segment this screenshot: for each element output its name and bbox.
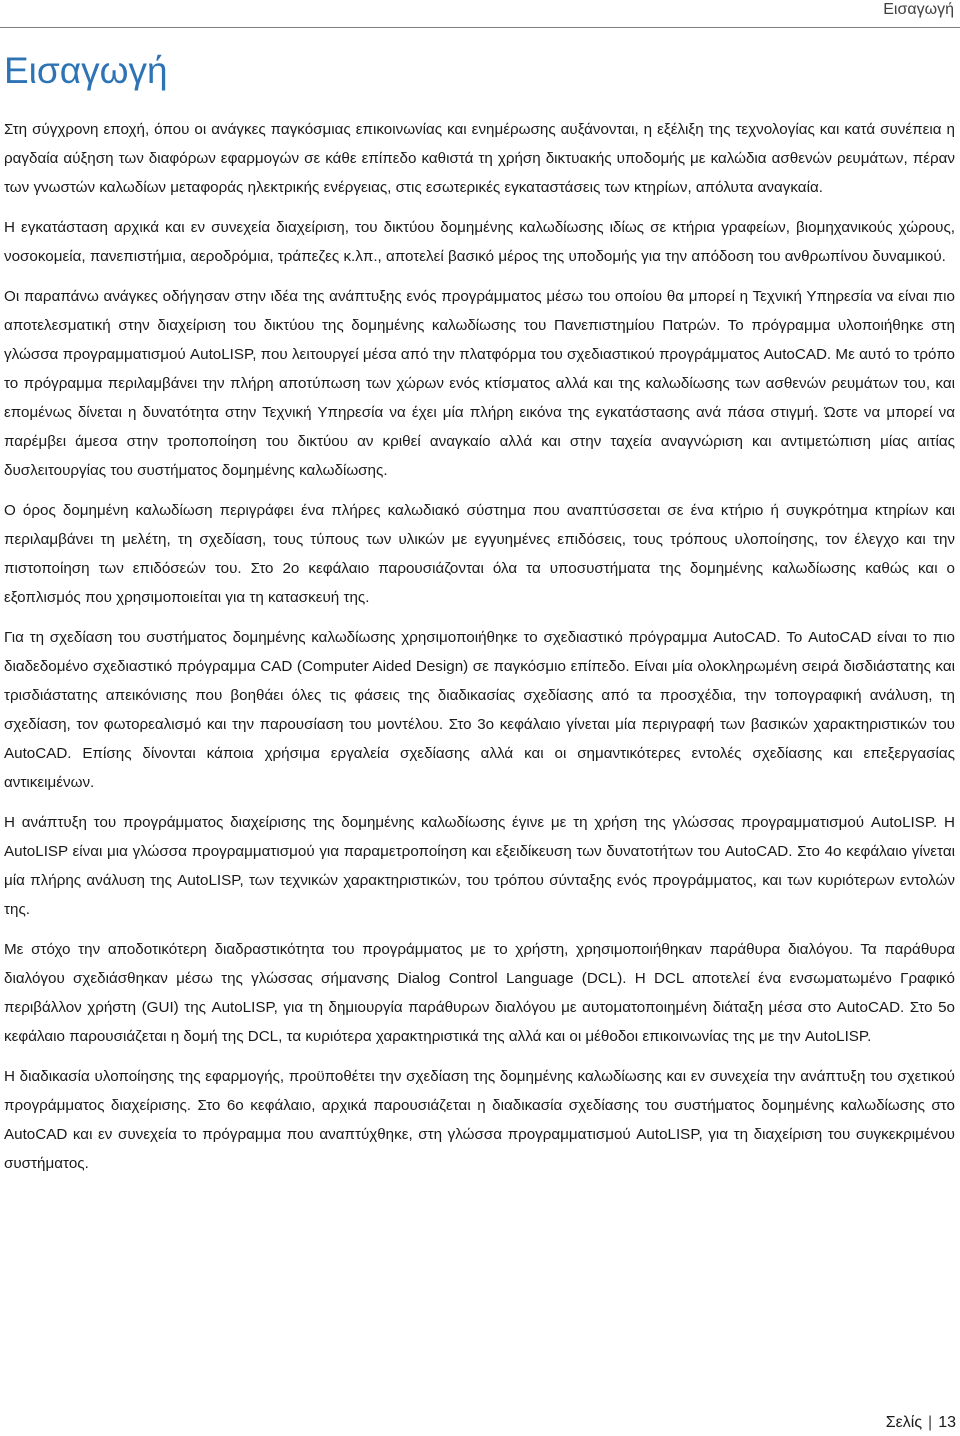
page-footer [886,1413,956,1433]
page-label: Σελίς [885,1414,923,1431]
chapter-title: Εισαγωγή [4,50,168,91]
paragraph-3: Οι παραπάνω ανάγκες οδήγησαν στην ιδέα της ανάπτυξης ενός προγράμματος μέσω του οποίου θα μπορεί η Τεχνική Υπηρεσία να είναι πιο αποτελεσματική στην διαχείριση του δικτύου της δομημένης καλωδίωσης του Πανεπιστημίου Πατρών. Το πρόγραμμα υλοποιήθηκε στη γλώσσα προγραμματισμού AutoLISP, που λειτουργεί μέσα από την πλατφόρμα του σχεδιαστικού προγράμματος AutoCAD. Με αυτό το τρόπο το πρόγραμμα περιλαμβάνει την πλήρη αποτύπωση των χώρων ενός κτίσματος αλλά και της καλωδίωσης των ασθενών ρευμάτων του, και επομένως δίνεται η δυνατότητα στην Τεχνική Υπηρεσία να έχει μία πλήρη εικόνα της εγκατάστασης ανά πάσα στιγμή. Ώστε να μπορεί να παρέμβει άμεσα στην τροποποίηση του δικτύου αν κριθεί αναγκαίο αλλά και στην ταχεία αναγνώριση και αντιμετώπιση μίας αιτίας δυσλειτουργίας του συστήματος δομημένης καλωδίωσης. [4,288,955,479]
paragraph-1: Στη σύγχρονη εποχή, όπου οι ανάγκες παγκόσμιας επικοινωνίας και ενημέρωσης αυξάνονται, η εξέλιξη της τεχνολογίας και κατά συνέπεια η ραγδαία αύξηση των διαφόρων εφαρμογών σε κάθε επίπεδο καθιστά τη χρήση δικτυακής υποδομής με καλώδια ασθενών ρευμάτων, πέραν των γνωστών καλωδίων μεταφοράς ηλεκτρικής ενέργειας, στις εσωτερικές εγκαταστάσεις των κτηρίων, απόλυτα αναγκαία. [4,121,955,196]
running-header: Εισαγωγή [883,1,954,18]
paragraph-5: Για τη σχεδίαση του συστήματος δομημένης καλωδίωσης χρησιμοποιήθηκε το σχεδιαστικό πρόγραμμα AutoCAD. Το AutoCAD είναι το πιο διαδεδομένο σχεδιαστικό πρόγραμμα CAD (Computer Aided Design) σε παγκόσμιο επίπεδο. Είναι μία ολοκληρωμένη σειρά δισδιάστατης και τρισδιάστατης απεικόνισης που βοηθάει όλες τις φάσεις της διαδικασίας σχεδίασης από τα προσχέδια, την τοπογραφική ανάλυση, τη σχεδίαση, τον φωτορεαλισμό και την παρουσίαση του μοντέλου. Στο 3ο κεφάλαιο γίνεται μία περιγραφή των βασικών χαρακτηριστικών του AutoCAD. Επίσης δίνονται κάποια χρήσιμα εργαλεία σχεδίασης αλλά και οι σημαντικότερες εντολές σχεδίασης και επεξεργασίας αντικειμένων. [4,629,955,791]
paragraph-4: Ο όρος δομημένη καλωδίωση περιγράφει ένα πλήρες καλωδιακό σύστημα που αναπτύσσεται σε ένα κτήριο ή συγκρότημα κτηρίων και περιλαμβάνει τη μελέτη, τη σχεδίαση, τους τύπους των υλικών με εγγυημένες επιδόσεις, τους τρόπους υλοποίησης, τον έλεγχο και την πιστοποίηση των επιδόσεών του. Στο 2ο κεφάλαιο παρουσιάζονται όλα τα υποσυστήματα της δομημένης καλωδίωσης καθώς και ο εξοπλισμός που χρησιμοποιείται για τη κατασκευή της. [4,502,955,606]
footer-separator: | [928,1414,933,1431]
paragraph-2: Η εγκατάσταση αρχικά και εν συνεχεία διαχείριση, του δικτύου δομημένης καλωδίωσης ιδίως σε κτήρια γραφείων, βιομηχανικούς χώρους, νοσοκομεία, πανεπιστήμια, αεροδρόμια, τράπεζες κ.λπ., αποτελεί βασικό μέρος της υποδομής για την απόδοση του ανθρωπίνου δυναμικού. [4,219,955,265]
paragraph-7: Με στόχο την αποδοτικότερη διαδραστικότητα του προγράμματος με το χρήστη, χρησιμοποιήθηκαν παράθυρα διαλόγου. Τα παράθυρα διαλόγου σχεδιάσθηκαν μέσω της γλώσσας σήμανσης Dialog Control Language (DCL). Η DCL αποτελεί ένα ενσωματωμένο Γραφικό περιβάλλον χρήστη (GUI) της AutoLISP, για τη δημιουργία παράθυρων διαλόγου με αυτοματοποιημένη διάταξη μέσα στο AutoCAD. Στο 5ο κεφάλαιο παρουσιάζεται η δομή της DCL, τα κυριότερα χαρακτηριστικά της αλλά και οι μέθοδοι επικοινωνίας της με την AutoLISP. [4,941,955,1045]
header-rule [0,27,960,28]
body-text [4,115,955,1189]
page-number: 13 [938,1414,956,1431]
paragraph-6: Η ανάπτυξη του προγράμματος διαχείρισης της δομημένης καλωδίωσης έγινε με τη χρήση της γλώσσας προγραμματισμού AutoLISP. Η AutoLISP είναι μια γλώσσα προγραμματισμού για παραμετροποίηση και εξειδίκευση των δυνατοτήτων του AutoCAD. Στο 4ο κεφάλαιο γίνεται μία πλήρης ανάλυση της AutoLISP, των τεχνικών χαρακτηριστικών, του τρόπου σύνταξης ενός προγράμματος, και των κυριότερων εντολών της. [4,814,955,918]
paragraph-8: Η διαδικασία υλοποίησης της εφαρμογής, προϋποθέτει την σχεδίαση της δομημένης καλωδίωσης και εν συνεχεία την ανάπτυξη του σχετικού προγράμματος διαχείρισης. Στο 6ο κεφάλαιο, αρχικά παρουσιάζεται η διαδικασία σχεδίασης του συστήματος δομημένης καλωδίωσης στο AutoCAD και εν συνεχεία το πρόγραμμα που αναπτύχθηκε, στη γλώσσα προγραμματισμού AutoLISP, για τη διαχείριση του συγκεκριμένου συστήματος. [4,1068,955,1172]
